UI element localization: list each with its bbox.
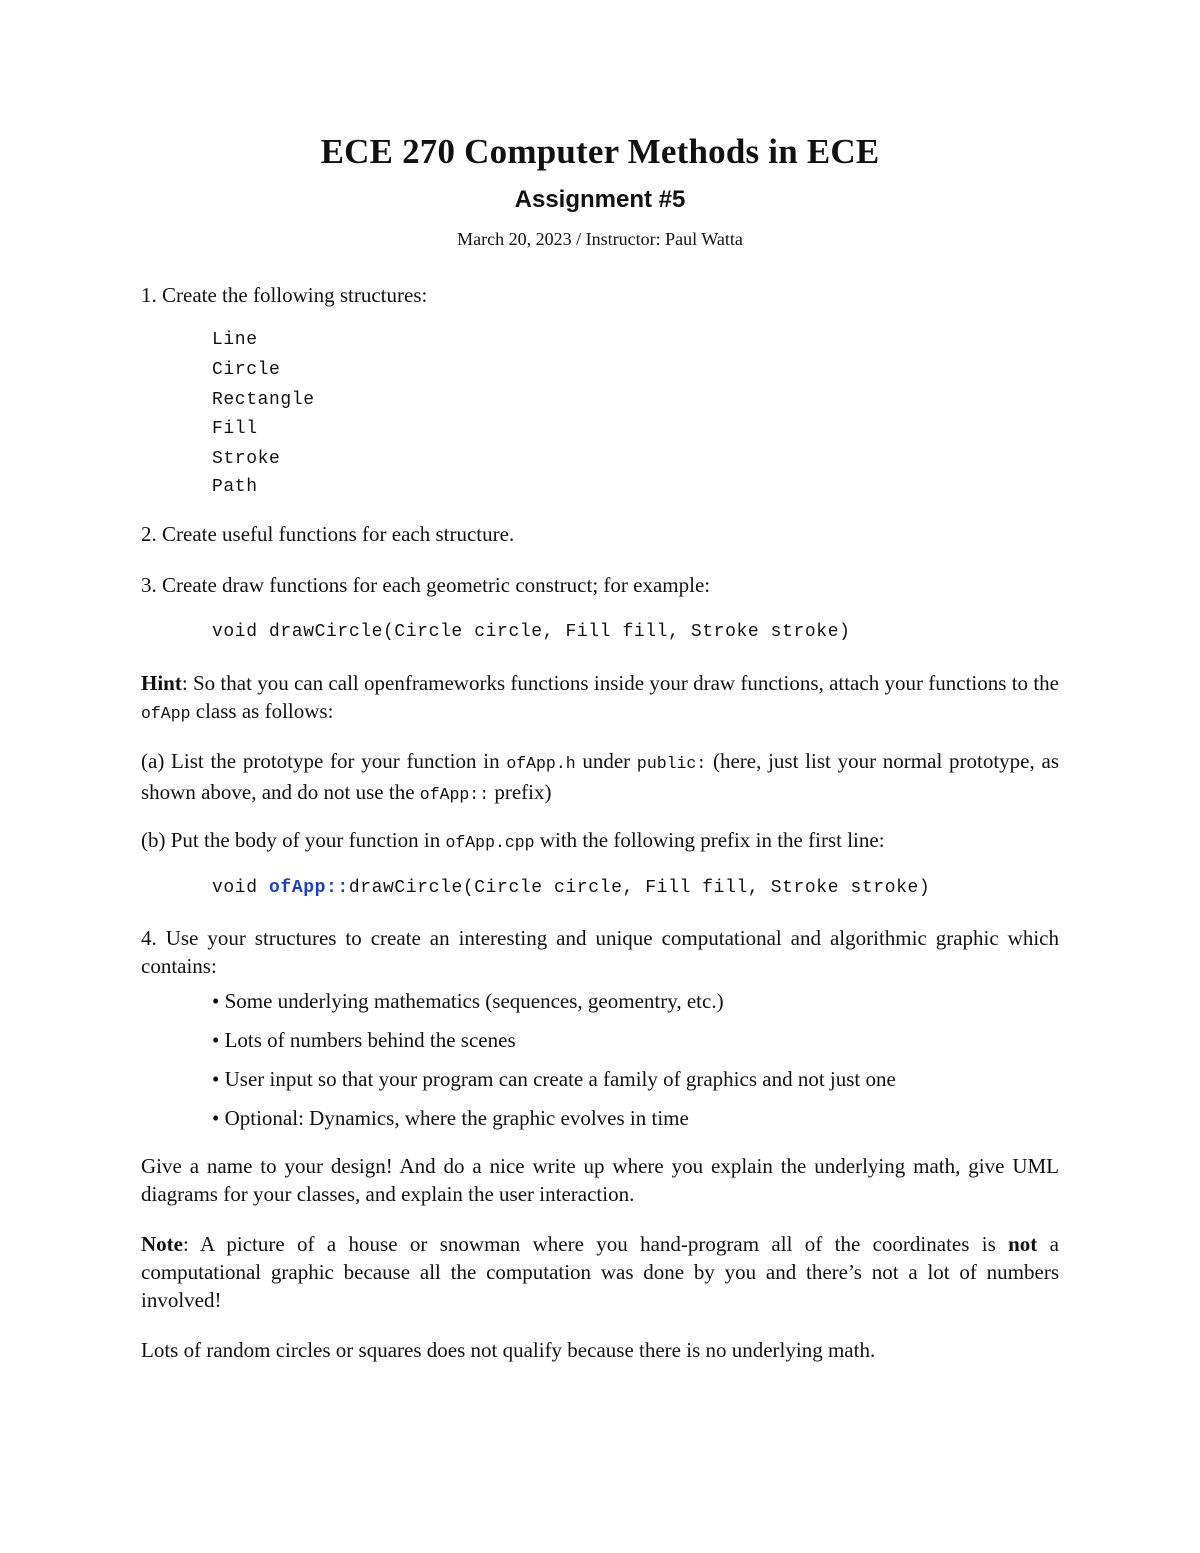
- code-ofapp-cpp: ofApp.cpp: [445, 833, 535, 852]
- random-shapes-paragraph: Lots of random circles or squares does not qualify because there is no underlying math.: [141, 1338, 876, 1362]
- structure-circle: Circle: [212, 360, 281, 380]
- bullet-dynamics: • Optional: Dynamics, where the graphic evolves in time: [212, 1106, 689, 1130]
- bullet-math: • Some underlying mathematics (sequences, geomentry, etc.): [212, 989, 724, 1013]
- structure-fill: Fill: [212, 419, 258, 439]
- code-public: public:: [636, 754, 707, 773]
- structure-path: Path: [212, 477, 258, 497]
- code-ofapp-scope: ofApp::: [419, 785, 490, 804]
- note-label: Note: [141, 1232, 183, 1256]
- item-4-text: 4. Use your structures to create an interesting and unique computational and algorithmic graphic which contains:: [141, 926, 1059, 978]
- date-instructor-line: March 20, 2023 / Instructor: Paul Watta: [457, 229, 743, 249]
- structure-rectangle: Rectangle: [212, 390, 315, 410]
- note-emphasis: not: [1008, 1232, 1038, 1256]
- structure-line: Line: [212, 330, 258, 350]
- draw-circle-definition: void ofApp::drawCircle(Circle circle, Fill fill, Stroke stroke): [212, 878, 931, 898]
- structure-stroke: Stroke: [212, 449, 281, 469]
- draw-circle-prototype: void drawCircle(Circle circle, Fill fill, Stroke stroke): [212, 622, 851, 642]
- bullet-user-input: • User input so that your program can create a family of graphics and not just one: [212, 1067, 896, 1091]
- part-a-paragraph: (a) List the prototype for your function in ofApp.h under public: (here, just list your normal prototype, as shown above, and do not use the ofApp:: prefix): [141, 749, 1059, 804]
- hint-paragraph: Hint: So that you can call openframeworks functions inside your draw functions, attach your functions to the ofApp class as follows:: [141, 671, 1059, 723]
- bullet-numbers: • Lots of numbers behind the scenes: [212, 1028, 516, 1052]
- ofapp-scope-highlight: ofApp::: [269, 878, 349, 898]
- note-paragraph: Note: A picture of a house or snowman where you hand-program all of the coordinates is not a computational graphic because all the computation was done by you and there’s not a lot of numbers involved!: [141, 1232, 1059, 1312]
- code-ofapp-h: ofApp.h: [506, 754, 576, 773]
- item-3-text: 3. Create draw functions for each geometric construct; for example:: [141, 573, 711, 597]
- item-2-text: 2. Create useful functions for each structure.: [141, 522, 515, 546]
- item-1-text: 1. Create the following structures:: [141, 283, 428, 307]
- design-paragraph: Give a name to your design! And do a nice write up where you explain the underlying math, give UML diagrams for your classes, and explain the user interaction.: [141, 1154, 1059, 1206]
- code-ofapp: ofApp: [141, 704, 191, 723]
- part-b-paragraph: (b) Put the body of your function in ofApp.cpp with the following prefix in the first line:: [141, 828, 885, 852]
- hint-label: Hint: [141, 671, 182, 695]
- document-title: ECE 270 Computer Methods in ECE: [320, 132, 880, 171]
- assignment-subtitle: Assignment #5: [514, 186, 686, 213]
